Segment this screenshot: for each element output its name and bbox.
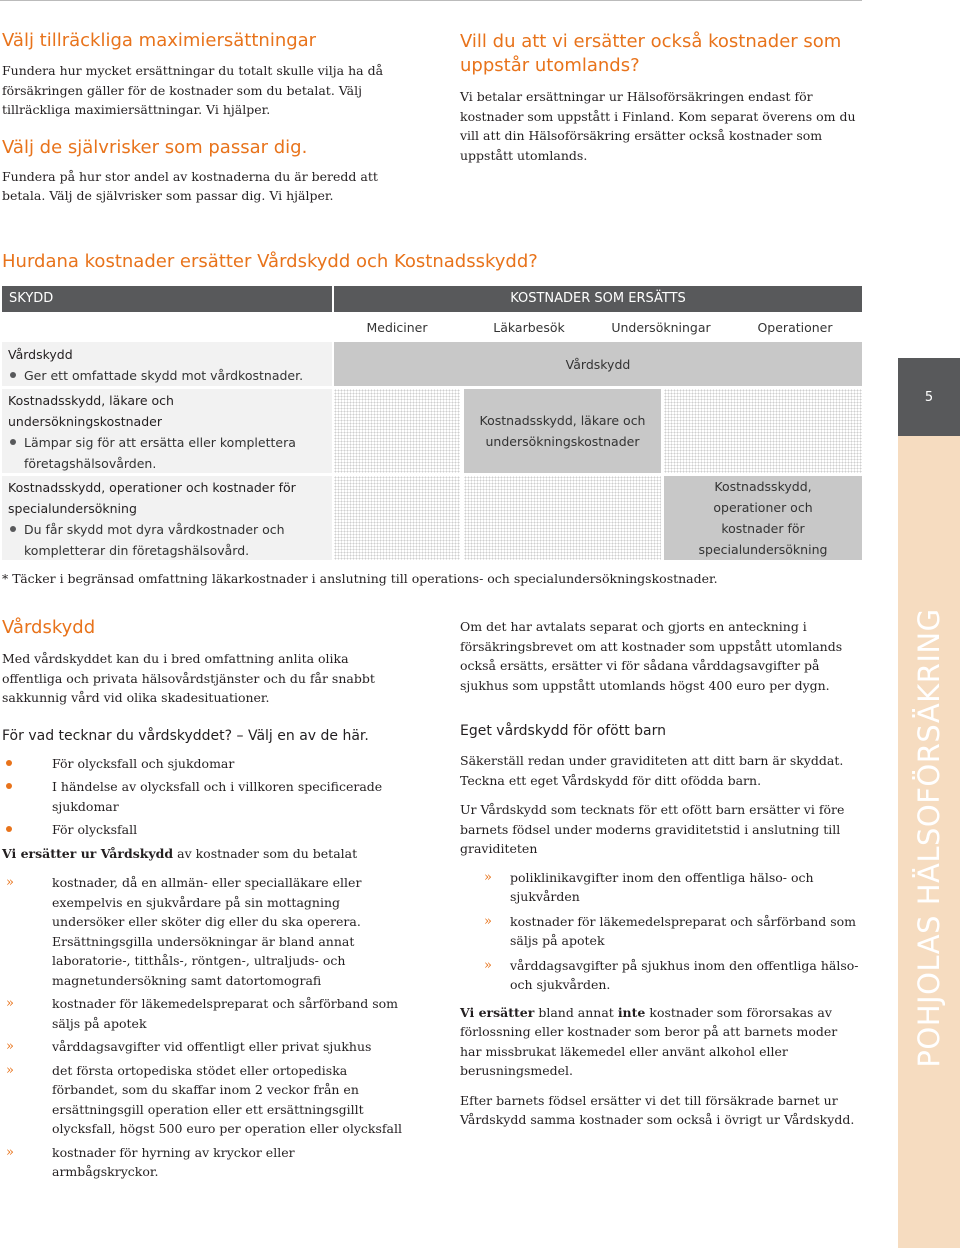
bullet-dot [6, 783, 12, 789]
list-item [2, 1061, 402, 1139]
top-rule [0, 0, 862, 1]
list-item-text: kostnader, då en allmän- eller specialläkare eller exempelvis en sjukvårdare på sin mottagning undersöker eller sköter dig eller du ska operera. Ersättningsgilla undersökningar är bland annat laboratorie-, titthåls-, röntgen-, ultraljuds- och magnetundersökning samt datortomografi [52, 875, 362, 988]
subcol-lakarbesok: Läkarbesök [493, 320, 565, 335]
list-item-text: För olycksfall [52, 822, 138, 837]
options-list [2, 754, 404, 840]
covered-lead [2, 844, 404, 864]
row-bullet-text: Lämpar sig för att ersätta eller komplettera företagshälsovården. [24, 435, 296, 471]
heading-self-risk: Välj de självrisker som passar dig. [2, 136, 308, 158]
row-title-kostnad-operation: Kostnadsskydd, operationer och kostnader för specialundersökning [8, 480, 296, 516]
list-item [2, 777, 404, 816]
header-kostnader [334, 286, 862, 312]
covered-lead-rest: av kostnader som du betalat [173, 845, 358, 861]
box-vardskydd [334, 342, 862, 386]
list-item-text: För olycksfall och sjukdomar [52, 755, 235, 771]
covered-lead-bold: Vi ersätter ur Vårdskydd [2, 845, 174, 861]
list-item [2, 1143, 402, 1182]
table-footnote: * Täcker i begränsad omfattning läkarkostnader i anslutning till operations- och specialundersökningskostnader. [2, 571, 718, 586]
bullet-dot [6, 826, 12, 832]
page-number-text: 5 [924, 389, 934, 405]
arrow-icon: » [6, 1062, 14, 1078]
arrow-icon: » [484, 869, 492, 885]
unborn-para-1: Säkerställ redan under graviditeten att ditt barn är skyddat. Teckna ett eget Vårdskydd för ditt ofödda barn. [460, 753, 844, 788]
arrow-icon: » [6, 996, 14, 1011]
table-title: Hurdana kostnader ersätter Vårdskydd och Kostnadsskydd? [2, 251, 538, 272]
row-bullet-vardskydd [8, 365, 330, 386]
header-skydd [2, 286, 332, 312]
box-kostnad-operation [664, 476, 862, 560]
unborn-para-4: Efter barnets födsel ersätter vi det till försäkrade barnet ur Vårdskydd samma kostnader som också i övrigt ur Vårdskydd. [460, 1092, 855, 1127]
header-skydd-label: SKYDD [9, 291, 54, 306]
para-maximum: Fundera hur mycket ersättningar du totalt skulle vilja ha då försäkringen gäller för de kostnader som du betalat. Välj tillräckliga maximiersättningar. Vi hjälper. [2, 63, 384, 117]
table-row [8, 390, 308, 474]
subcol-operationer: Operationer [757, 320, 833, 335]
list-item [460, 956, 862, 995]
arrow-icon: » [6, 1039, 14, 1054]
page-number [898, 358, 960, 436]
right-column [460, 617, 862, 1130]
para-abroad: Vi betalar ersättningar ur Hälsoförsäkringen endast för kostnader som uppstått i Finland. Kom separat överens om du vill att din Hälsoförsäkring ersätter också kostnader som uppstått utomlands. [460, 89, 856, 163]
list-item-text: kostnader för hyrning av kryckor eller armbågskryckor. [52, 1144, 295, 1179]
para-self-risk: Fundera på hur stor andel av kostnaderna du är beredd att betala. Välj de självrisker som passar dig. Vi hjälper. [2, 168, 378, 203]
top-right-block [460, 30, 862, 165]
heading-maximum: Välj tillräckliga maximiersättningar [2, 30, 317, 51]
bullet-dot [10, 372, 16, 378]
hatch-right-row2 [664, 389, 862, 473]
covered-list [2, 873, 402, 1182]
heading-vardskydd: Vårdskydd [2, 617, 96, 638]
heading-unborn-child: Eget vårdskydd för ofött barn [460, 723, 666, 739]
vardskydd-intro: Med vårdskyddet kan du i bred omfattning anlita olika offentliga och privata hälsovårdstjänster och du får snabbt sakkunnig vård vid olika skadesituationer. [2, 651, 375, 705]
abroad-agreement: Om det har avtalats separat och gjorts en anteckning i försäkringsbrevet om att kostnader som uppstått utomlands också ersätts, ersätter vi för sådana vårddagsavgifter på sjukhus som uppstått utomlands högst 400 euro per dygn. [460, 619, 843, 693]
list-item-text: vårddagsavgifter på sjukhus inom den offentliga hälso- och sjukvården. [510, 957, 859, 992]
list-item [2, 873, 402, 990]
left-column [2, 617, 404, 1182]
list-item [460, 912, 862, 951]
row-bullet-kostnad-operation [8, 519, 326, 561]
list-item [2, 1037, 402, 1057]
para3-text-1: bland annat [534, 1004, 618, 1020]
row-bullet-kostnad-lakare [8, 432, 308, 474]
box-kostnad-lakare [464, 389, 661, 473]
list-item-text: vårddagsavgifter vid offentligt eller privat sjukhus [52, 1039, 372, 1054]
top-left-block [2, 30, 406, 206]
bullet-dot [10, 526, 16, 532]
list-item-text: poliklinikavgifter inom den offentliga hälso- och sjukvården [510, 869, 814, 904]
hatch-left-row3 [334, 476, 460, 560]
list-item-text: I händelse av olycksfall och i villkoren specificerade sjukdomar [52, 779, 383, 814]
arrow-icon: » [484, 913, 492, 929]
arrow-icon: » [484, 957, 492, 973]
list-item-text: kostnader för läkemedelspreparat och sårförband som säljs på apotek [510, 913, 857, 948]
header-kostnader-label: KOSTNADER SOM ERSÄTTS [510, 291, 686, 306]
row-bullet-text: Du får skydd mot dyra vårdkostnader och kompletterar din företagshälsovård. [24, 522, 285, 558]
list-item [2, 994, 402, 1033]
vardskydd-subheading: För vad tecknar du vårdskyddet? – Välj en av de här. [2, 727, 369, 744]
unborn-list [460, 868, 862, 995]
row-bullet-text: Ger ett omfattade skydd mot vårdkostnader. [24, 368, 304, 383]
brand-vertical: POHJOLAS HÄLSOFÖRSÄKRING [912, 608, 946, 1068]
list-item-text: kostnader för läkemedelspreparat och sårförband som säljs på apotek [52, 996, 399, 1031]
hatch-mediciner-row2 [334, 389, 460, 473]
row-title-vardskydd: Vårdskydd [8, 347, 73, 362]
list-item-text: det första ortopediska stödet eller ortopediska förbandet, som du skaffar inom 2 veckor från en ersättningsgill operation eller ett ersättningsgillt olycksfall, högst 500 euro per operation eller olycksfall [52, 1062, 402, 1136]
box-vardskydd-label: Vårdskydd [565, 356, 631, 372]
list-item [460, 868, 862, 907]
box-kostnad-lakare-label: Kostnadsskydd, läkare och undersökningskostnader [479, 413, 646, 449]
table-row [8, 344, 330, 386]
subcol-undersokningar: Undersökningar [611, 320, 711, 335]
subcol-mediciner: Mediciner [366, 320, 428, 335]
arrow-icon: » [6, 1144, 14, 1160]
list-item [2, 820, 404, 840]
table-row [8, 477, 326, 561]
unborn-para-3 [460, 1003, 862, 1081]
para3-bold-2: inte [617, 1004, 646, 1020]
bullet-dot [6, 760, 12, 766]
unborn-para-2: Ur Vårdskydd som tecknats för ett ofött barn ersätter vi före barnets födsel under moderns graviditetstid i anslutning till graviditeten [460, 802, 845, 856]
bullet-dot [10, 439, 16, 445]
heading-abroad: Vill du att vi ersätter också kostnader som uppstår utomlands? [460, 31, 842, 76]
box-kostnad-operation-label: Kostnadsskydd, operationer och kostnader för specialundersökning [698, 479, 828, 557]
row-title-kostnad-lakare: Kostnadsskydd, läkare och undersökningskostnader [8, 393, 174, 429]
list-item [2, 754, 404, 774]
para3-text-2: kostnader som förorsakas av förlossning eller kostnader som beror på att barnets moder har missbrukat läkemedel eller använt alkohol eller berusningsmedel. [460, 1004, 838, 1078]
hatch-mid-row3 [464, 476, 661, 560]
para3-bold-1: Vi ersätter [460, 1004, 535, 1020]
arrow-icon: » [6, 875, 14, 890]
